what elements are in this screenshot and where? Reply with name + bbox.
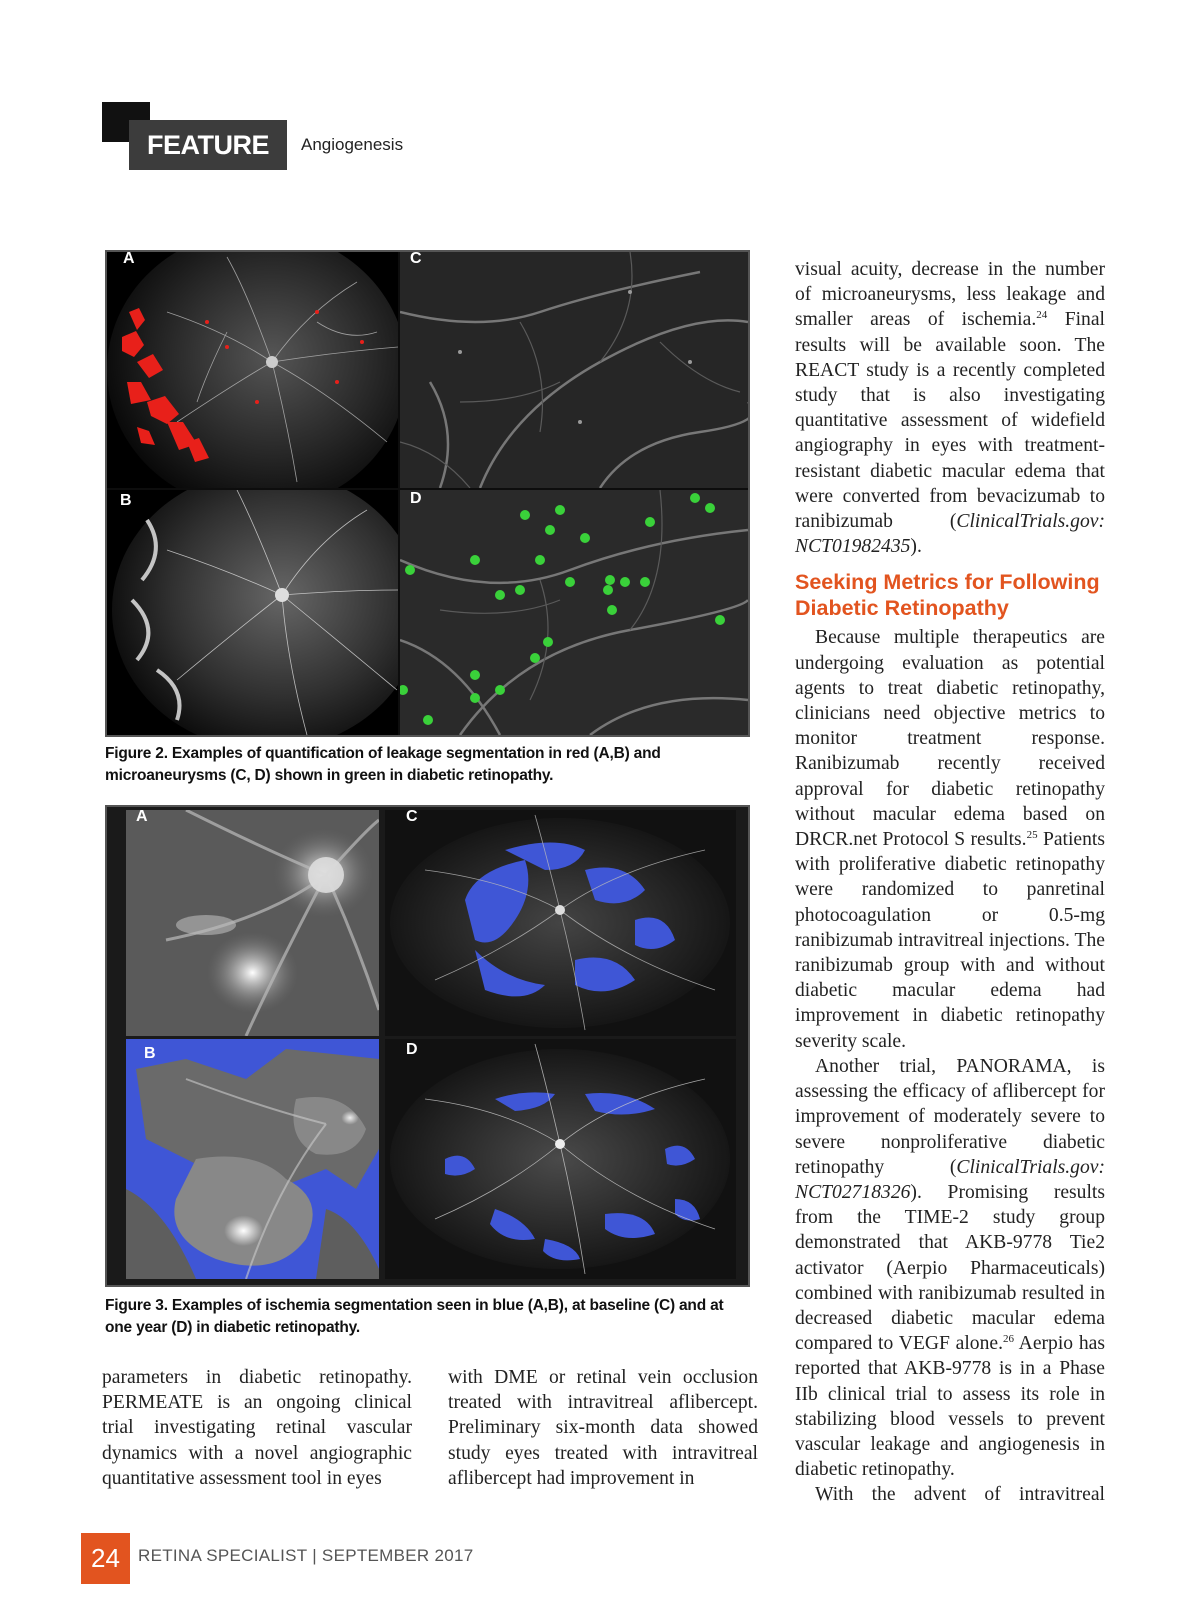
body-column-2 [448, 1365, 758, 1491]
figure-2-label-b: B [120, 492, 132, 509]
figure-2-panel-a-image [107, 252, 398, 488]
reference-26: 26 [1002, 1333, 1014, 1346]
figure-2-panel-b-image [107, 490, 398, 735]
figure-2-panel-d-image [400, 490, 748, 735]
figure-3-panel-c [385, 810, 736, 1036]
figure-2-label-a: A [123, 252, 135, 267]
figure-2-label-d: D [410, 490, 422, 507]
figure-3-caption: Figure 3. Examples of ischemia segmentation seen in blue (A,B), at baseline (C) and at one year (D) in diabetic retinopathy. [105, 1297, 724, 1336]
figure-3-panel-d [385, 1039, 736, 1279]
figure-3-label-c: C [406, 810, 418, 825]
body-column-1 [102, 1365, 412, 1491]
figure-3-panel-c-image [385, 810, 736, 1036]
figure-2-panel-a [107, 252, 398, 488]
figure-2-label-c: C [410, 252, 422, 267]
page-number: 24 [81, 1533, 130, 1584]
column-3-paragraph-2: Because multiple therapeutics are undergoing evaluation as potential agents to treat diabetic retinopathy, clinicians need objective metrics to monitor treatment response. Ranibizumab recently received approval for diabetic retinopathy without macular edema based on DRCR.net Protocol S results.$^{25}$ Patients with proliferative diabetic retinopathy were randomized to panretinal photocoagulation or 0.5-mg ranibizumab intravitreal injections. The ranibizumab group with and without diabetic macular edema had improvement in diabetic retinopathy severity scale. [795, 627, 1105, 1052]
figure-3-panel-b-image [126, 1039, 379, 1279]
column-3-paragraph-3: Another trial, PANORAMA, is assessing the efficacy of aflibercept for improvement of moderately severe to severe nonproliferative diabetic retinopathy (ClinicalTrials.gov: NCT02718326). Promising results from the TIME-2 study group demonstrated that AKB-9778 Tie2 activator (Aerpio Pharmaceuticals) combined with ranibizumab resulted in decreased diabetic macular edema compared to VEGF alone.$^{26}$ Aerpio has reported that AKB-9778 is in a Phase IIb clinical trial to assess its role in stabilizing blood vessels to prevent vascular leakage and angiogenesis in diabetic retinopathy. [795, 1055, 1105, 1481]
figure-3-label-b: B [144, 1045, 156, 1062]
publication-footer: RETINA SPECIALIST | SEPTEMBER 2017 [138, 1546, 474, 1565]
body-column-3 [795, 257, 1105, 1508]
figure-2 [105, 250, 750, 737]
column-2-paragraph: with DME or retinal vein occlusion treated with intravitreal aflibercept. Preliminary six-month data showed study eyes treated with intravitreal aflibercept had improvement in [448, 1367, 758, 1489]
figure-3-label-a: A [136, 810, 148, 825]
figure-2-panel-c-image [400, 252, 748, 488]
figure-2-caption: Figure 2. Examples of quantification of leakage segmentation in red (A,B) and microaneurysms (C, D) shown in green in diabetic retinopathy. [105, 745, 661, 784]
figure-2-panel-d [400, 490, 748, 735]
figure-2-panel-c [400, 252, 748, 488]
reference-24: 24 [1036, 309, 1048, 322]
section-heading: Seeking Metrics for Following Diabetic Retinopathy [795, 570, 1100, 621]
figure-3-panel-d-image [385, 1039, 736, 1279]
column-3-paragraph-1: visual acuity, decrease in the number of microaneurysms, less leakage and smaller areas of ischemia.$^{24}$ Final results will be available soon. The REACT study is a recently completed study that is also investigating quantitative assessment of widefield angiography in eyes with treatment-resistant diabetic macular edema that were converted from bevacizumab to ranibizumab (ClinicalTrials.gov: NCT01982435). [795, 259, 1105, 558]
figure-3 [105, 805, 750, 1287]
column-3-paragraph-4: With the advent of intravitreal [815, 1484, 1105, 1506]
column-1-paragraph: parameters in diabetic retinopathy. PERMEATE is an ongoing clinical trial investigating retinal vascular dynamics with a novel angiographic quantitative assessment tool in eyes [102, 1367, 412, 1489]
figure-2-panel-b [107, 490, 398, 735]
reference-25: 25 [1026, 829, 1038, 842]
figure-3-panel-a [126, 810, 379, 1036]
section-topic: Angiogenesis [301, 135, 404, 154]
figure-3-panel-a-image [126, 810, 379, 1036]
figure-3-label-d: D [406, 1041, 418, 1058]
figure-3-panel-b [126, 1039, 379, 1279]
section-label: FEATURE [129, 120, 287, 170]
